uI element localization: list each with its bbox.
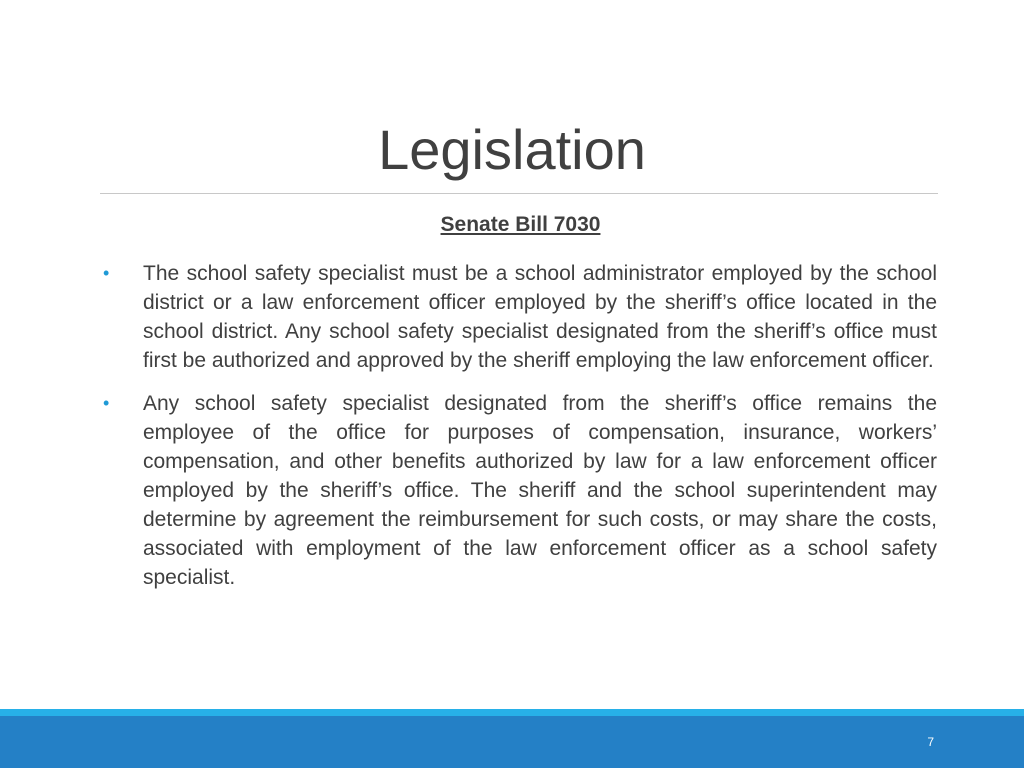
bullet-list — [103, 259, 937, 606]
bullet-icon: • — [103, 263, 110, 283]
footer-accent-strip — [0, 709, 1024, 716]
footer-bar — [0, 716, 1024, 768]
bullet-text: Any school safety specialist designated from the sheriff’s office remains the employee of the office for purposes of compensation, insurance, workers’ compensation, and other benefits authorized by law for a law enforcement officer employed by the sheriff’s office. The sheriff and the school superintendent may determine by agreement the reimbursement for such costs, or may share the costs, associated with employment of the law enforcement officer as a school safety specialist. — [143, 392, 937, 589]
page-number: 7 — [927, 735, 934, 749]
bullet-icon: • — [103, 393, 110, 413]
title-divider — [100, 193, 938, 194]
slide-title: Legislation — [378, 118, 646, 181]
slide-subtitle: Senate Bill 7030 — [440, 213, 601, 236]
bullet-item-2 — [103, 389, 937, 592]
bullet-text: The school safety specialist must be a school administrator employed by the school district or a law enforcement officer employed by the sheriff’s office located in the school district. Any school safety specialist designated from the sheriff’s office must first be authorized and approved by the sheriff employing the law enforcement officer. — [143, 262, 937, 372]
bullet-item-1 — [103, 259, 937, 375]
